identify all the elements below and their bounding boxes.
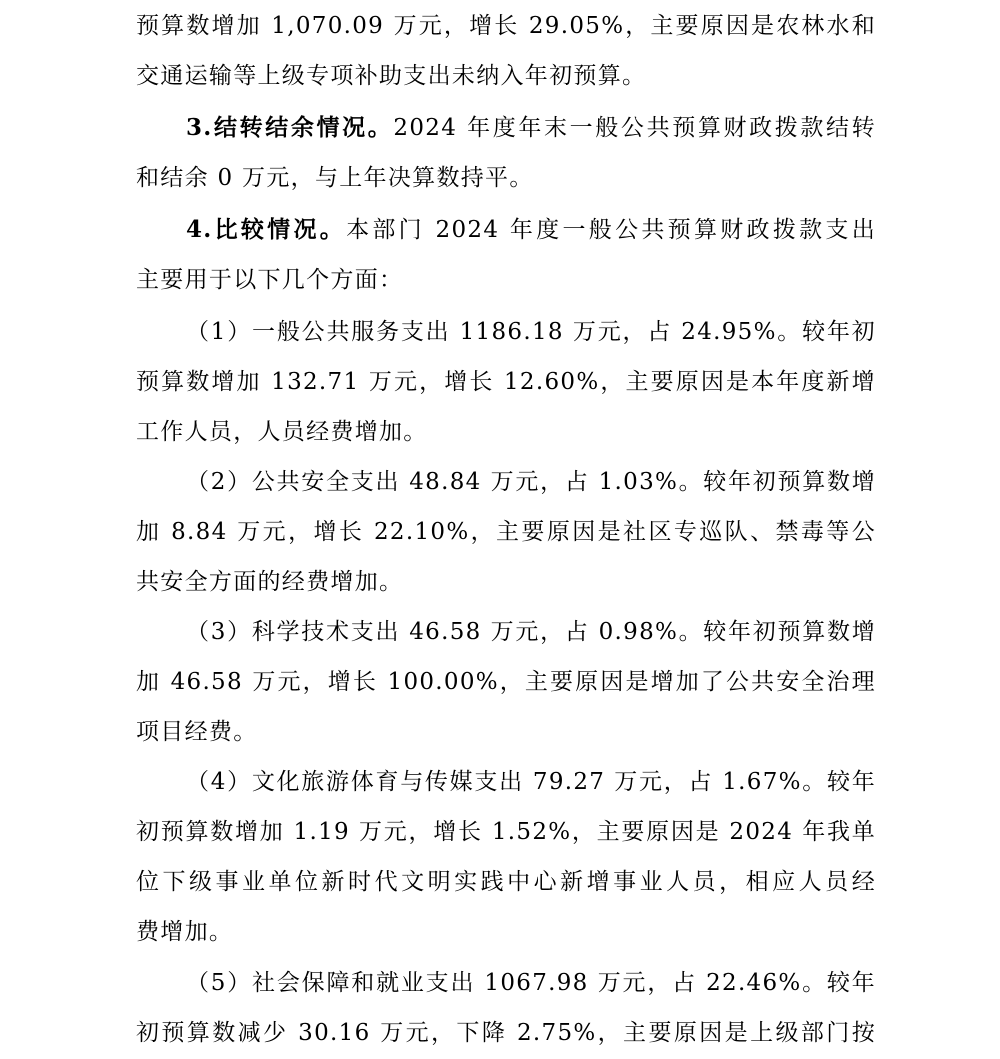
list-item-2-line: （2）公共安全支出 48.84 万元，占 1.03%。较年初预算数增 <box>186 469 876 495</box>
paragraph-line: 初预算数增加 1.19 万元，增长 1.52%，主要原因是 2024 年我单 <box>136 819 876 845</box>
paragraph-line: 和结余 0 万元，与上年决算数持平。 <box>136 165 534 191</box>
paragraph-line: 交通运输等上级专项补助支出未纳入年初预算。 <box>136 63 647 89</box>
paragraph-line: 共安全方面的经费增加。 <box>136 569 404 595</box>
paragraph-line: 加 8.84 万元，增长 22.10%，主要原因是社区专巡队、禁毒等公 <box>136 519 876 545</box>
section-4-line <box>186 205 876 255</box>
paragraph-line: 工作人员，人员经费增加。 <box>136 419 428 445</box>
paragraph-line: 项目经费。 <box>136 719 258 745</box>
paragraph-line: 初预算数减少 30.16 万元，下降 2.75%，主要原因是上级部门按 <box>136 1020 876 1046</box>
list-item-4-line: （4）文化旅游体育与传媒支出 79.27 万元，占 1.67%。较年 <box>186 769 876 795</box>
paragraph-line: 位下级事业单位新时代文明实践中心新增事业人员，相应人员经 <box>136 869 876 895</box>
paragraph-line: 费增加。 <box>136 919 234 945</box>
paragraph-line: 预算数增加 1,070.09 万元，增长 29.05%，主要原因是农林水和 <box>136 13 876 39</box>
list-item-3-line: （3）科学技术支出 46.58 万元，占 0.98%。较年初预算数增 <box>186 619 876 645</box>
paragraph-line: 预算数增加 132.71 万元，增长 12.60%，主要原因是本年度新增 <box>136 369 876 395</box>
list-item-1-line: （1）一般公共服务支出 1186.18 万元，占 24.95%。较年初 <box>186 319 876 345</box>
section-3-heading: 3.结转结余情况。 <box>186 114 394 141</box>
section-3-line <box>186 103 876 153</box>
paragraph-line: 主要用于以下几个方面： <box>136 267 404 293</box>
section-3-text: 2024 年度年末一般公共预算财政拨款结转 <box>393 115 876 141</box>
paragraph-line: 加 46.58 万元，增长 100.00%，主要原因是增加了公共安全治理 <box>136 669 876 695</box>
section-4-text: 本部门 2024 年度一般公共预算财政拨款支出 <box>346 217 876 243</box>
list-item-5-line: （5）社会保障和就业支出 1067.98 万元，占 22.46%。较年 <box>186 970 876 996</box>
section-4-heading: 4.比较情况。 <box>186 216 347 243</box>
